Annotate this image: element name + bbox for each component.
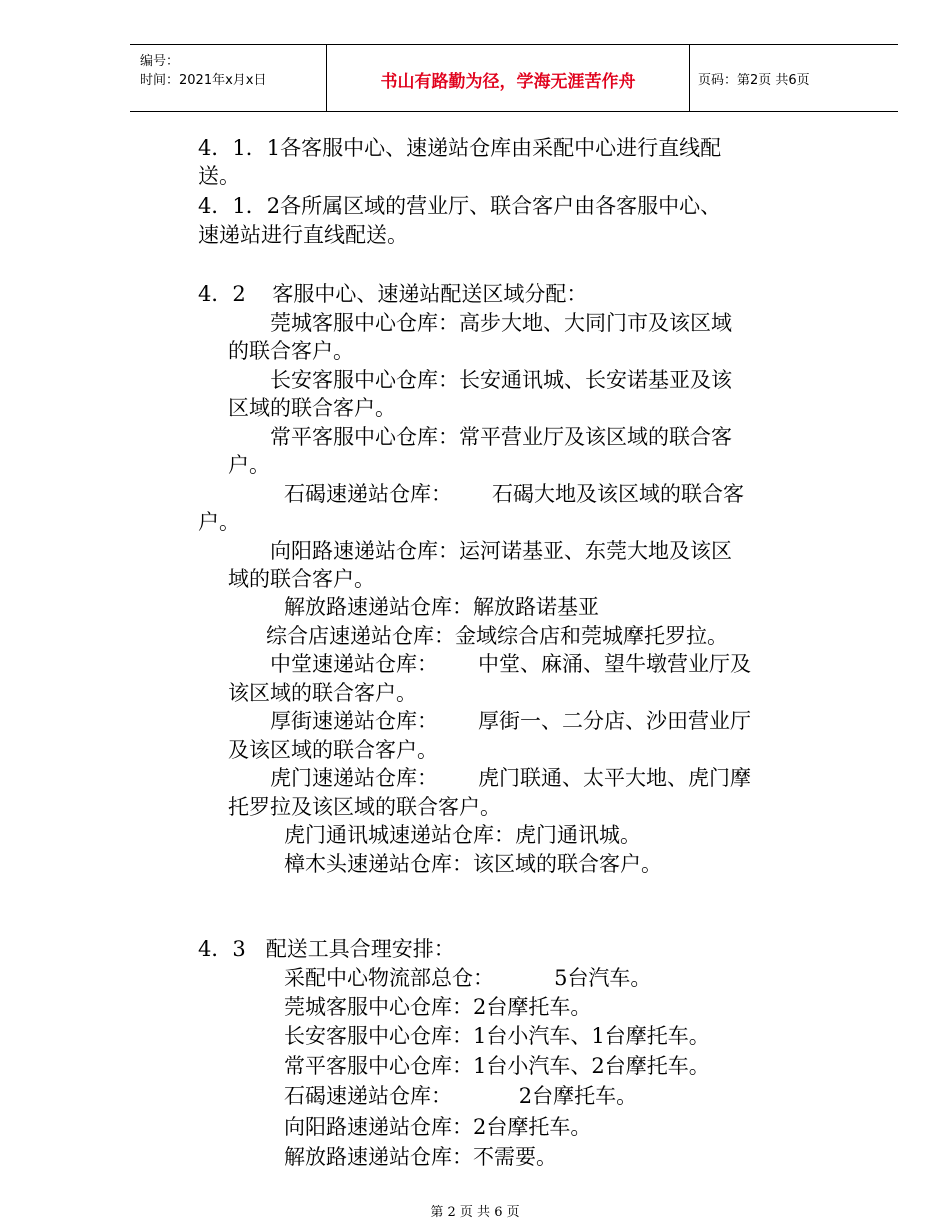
body-line: 解放路速递站仓库：不需要。 [284, 1145, 557, 1169]
body-line: 户。 [198, 510, 240, 534]
body-line: 常平客服中心仓库：1台小汽车、2台摩托车。 [284, 1054, 710, 1078]
body-line: 4．1．2各所属区域的营业厅、联合客户由各客服中心、 [198, 194, 722, 218]
body-line: 虎门速递站仓库： 虎门联通、太平大地、虎门摩 [270, 766, 752, 790]
body-line: 区域的联合客户。 [228, 396, 396, 420]
header-page-cell [690, 45, 898, 111]
body-line: 托罗拉及该区域的联合客户。 [228, 795, 501, 819]
section-heading: 4．3 配送工具合理安排： [198, 937, 455, 961]
body-line: 厚街速递站仓库： 厚街一、二分店、沙田营业厅 [270, 709, 752, 733]
body-line: 莞城客服中心仓库：2台摩托车。 [284, 995, 592, 1019]
body-line: 及该区域的联合客户。 [228, 738, 438, 762]
body-line: 采配中心物流部总仓： 5台汽车。 [284, 966, 652, 990]
body-line: 常平客服中心仓库：常平营业厅及该区域的联合客 [270, 425, 732, 449]
body-line: 莞城客服中心仓库：高步大地、大同门市及该区域 [270, 311, 732, 335]
body-line: 长安客服中心仓库：长安通讯城、长安诺基亚及该 [270, 368, 732, 392]
body-line: 的联合客户。 [228, 339, 354, 363]
header-page-info: 页码：第2页 共6页 [698, 73, 810, 88]
body-line: 速递站进行直线配送。 [198, 223, 408, 247]
body-line: 解放路速递站仓库：解放路诺基亚 [284, 595, 599, 619]
page-header [130, 44, 898, 112]
body-line: 该区域的联合客户。 [228, 681, 417, 705]
section-heading: 4．2 客服中心、速递站配送区域分配： [198, 282, 588, 306]
header-meta-cell [130, 45, 327, 111]
body-line: 向阳路速递站仓库：运河诺基亚、东莞大地及该区 [270, 539, 732, 563]
body-line: 长安客服中心仓库：1台小汽车、1台摩托车。 [284, 1024, 710, 1048]
body-line: 石碣速递站仓库： 2台摩托车。 [284, 1084, 638, 1108]
header-motto-cell [327, 45, 690, 111]
page-footer: 第 2 页 共 6 页 [430, 1205, 520, 1220]
body-line: 虎门通讯城速递站仓库：虎门通讯城。 [284, 823, 641, 847]
body-line: 中堂速递站仓库： 中堂、麻涌、望牛墩营业厅及 [270, 652, 752, 676]
body-line: 综合店速递站仓库：金域综合店和莞城摩托罗拉。 [266, 624, 728, 648]
body-line: 送。 [198, 164, 240, 188]
document-number-label: 编号： [140, 54, 180, 69]
body-line: 域的联合客户。 [228, 567, 375, 591]
header-motto: 书山有路勤为径，学海无涯苦作舟 [380, 72, 636, 92]
body-line: 向阳路速递站仓库：2台摩托车。 [284, 1115, 592, 1139]
body-line: 樟木头速递站仓库：该区域的联合客户。 [284, 852, 662, 876]
body-line: 4．1．1各客服中心、速递站仓库由采配中心进行直线配 [198, 136, 722, 160]
body-line: 石碣速递站仓库： 石碣大地及该区域的联合客 [284, 482, 745, 506]
body-line: 户。 [228, 453, 270, 477]
document-time-label: 时间：2021年x月x日 [140, 73, 267, 88]
